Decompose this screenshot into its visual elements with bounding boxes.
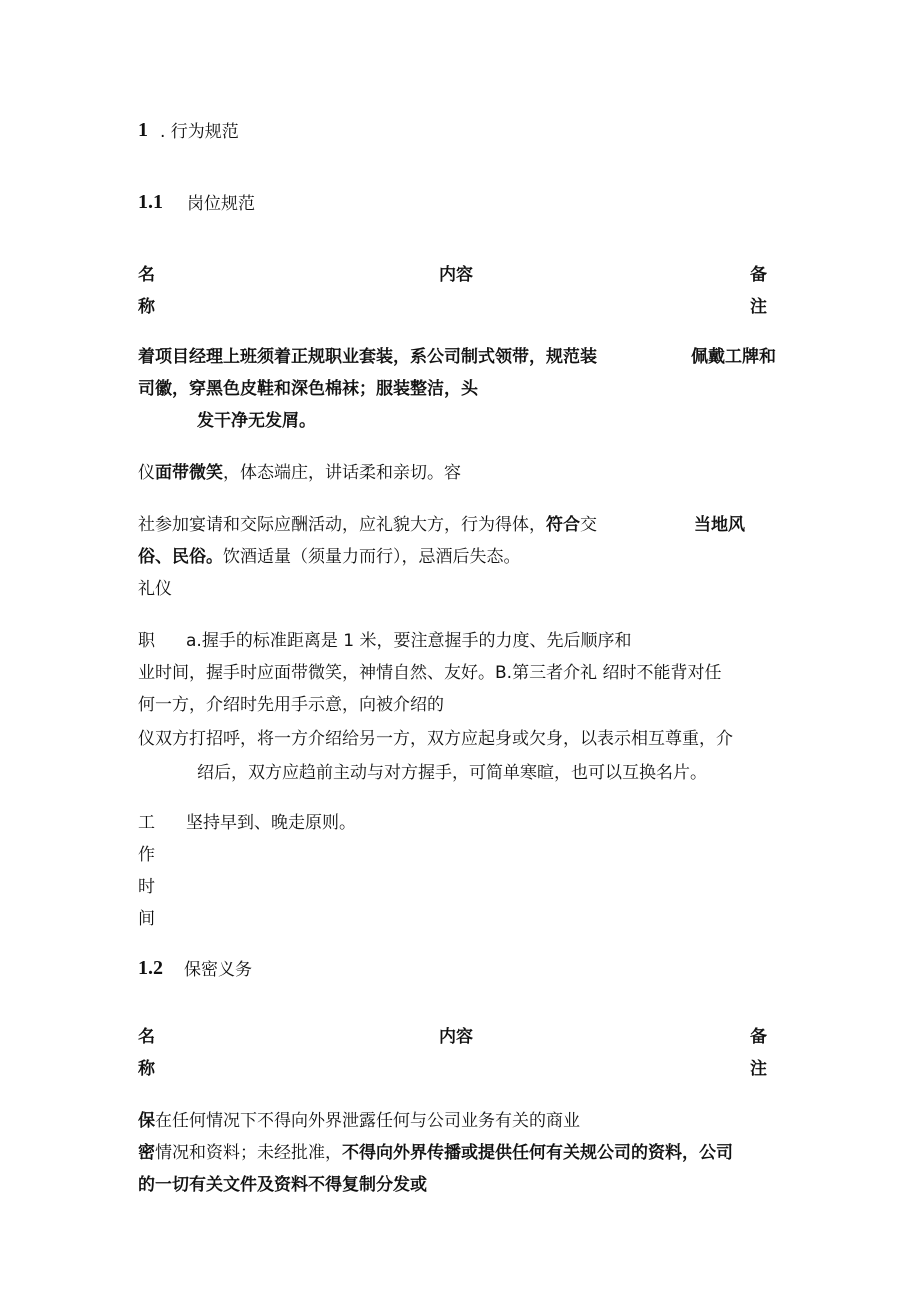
- dress-line-2: 司徽，穿黑色皮鞋和深色棉袜；服装整洁，头: [138, 379, 478, 399]
- section-1-number: 1: [138, 119, 148, 141]
- social-line-3: 礼仪: [138, 579, 172, 599]
- demeanor-emphasis: 面带微笑: [155, 463, 223, 483]
- header2-remark-a: 备: [750, 1027, 767, 1047]
- section-1-1-title: 岗位规范: [187, 194, 255, 214]
- worktime-label-4: 间: [138, 909, 155, 929]
- dress-line-1-remark: 佩戴工牌和: [691, 347, 776, 367]
- etiquette-line-5: 绍后，双方应趋前主动与对方握手，可简单寒暄，也可以互换名片。: [197, 763, 707, 783]
- header2-remark-b: 注: [750, 1059, 767, 1079]
- dress-line-3: 发干净无发屑。: [197, 411, 316, 431]
- demeanor-label: 仪: [138, 463, 155, 483]
- header-remark-a: 备: [750, 265, 767, 285]
- social-line-1-tail: 交: [580, 515, 597, 535]
- confidential-label-2: 密: [138, 1143, 155, 1163]
- social-line-1-text: 社参加宴请和交际应酬活动，应礼貌大方，行为得体，: [138, 515, 546, 535]
- confidential-line-2-emphasis: 不得向外界传播或提供任何有关规公司的资料，公司: [342, 1143, 733, 1163]
- social-line-2-text: 饮酒适量（须量力而行），忌酒后失态。: [223, 547, 521, 567]
- worktime-label-3: 时: [138, 877, 155, 897]
- etiquette-line-3: 何一方，介绍时先用手示意，向被介绍的: [138, 695, 444, 715]
- social-line-1: [138, 515, 597, 535]
- header2-name-a: 名: [138, 1027, 155, 1047]
- etiquette-line-4: 仪双方打招呼，将一方介绍给另一方，双方应起身或欠身，以表示相互尊重，介: [138, 729, 733, 749]
- confidential-line-1-text: 在任何情况下不得向外界泄露任何与公司业务有关的商业: [155, 1111, 580, 1131]
- social-line-2: [138, 547, 521, 567]
- social-line-2-emphasis: 俗、民俗。: [138, 547, 223, 567]
- section-1-title: . 行为规范: [160, 122, 239, 142]
- confidential-line-1: [138, 1111, 580, 1131]
- confidential-label-1: 保: [138, 1111, 155, 1131]
- social-line-1-remark: 当地风: [694, 515, 745, 535]
- header2-content: 内容: [439, 1027, 473, 1047]
- confidential-line-2-text: 情况和资料；未经批准，: [155, 1143, 342, 1163]
- worktime-label-1: 工: [138, 813, 155, 833]
- dress-line-1: 着项目经理上班须着正规职业套装，系公司制式领带，规范装: [138, 347, 597, 367]
- confidential-line-3: 的一切有关文件及资料不得复制分发或: [138, 1175, 427, 1195]
- etiquette-line-2: 业时间，握手时应面带微笑，神情自然、友好。B.第三者介礼 绍时不能背对任: [138, 663, 722, 683]
- header-name-a: 名: [138, 265, 155, 285]
- header2-name-b: 称: [138, 1059, 155, 1079]
- worktime-label-2: 作: [138, 845, 155, 865]
- demeanor-line: [138, 463, 461, 483]
- section-1-2-title: 保密义务: [184, 960, 252, 980]
- header-remark-b: 注: [750, 297, 767, 317]
- demeanor-text: ，体态端庄，讲话柔和亲切。容: [223, 463, 461, 483]
- section-1-2-number: 1.2: [138, 957, 163, 979]
- worktime-content: 坚持早到、晚走原则。: [186, 813, 356, 833]
- header-content: 内容: [439, 265, 473, 285]
- etiquette-label: 职: [138, 631, 155, 651]
- section-1-1-number: 1.1: [138, 191, 163, 213]
- social-line-1-emphasis: 符合: [546, 515, 580, 535]
- header-name-b: 称: [138, 297, 155, 317]
- etiquette-line-1: a.握手的标准距离是 1 米，要注意握手的力度、先后顺序和: [186, 631, 632, 651]
- confidential-line-2: [138, 1143, 733, 1163]
